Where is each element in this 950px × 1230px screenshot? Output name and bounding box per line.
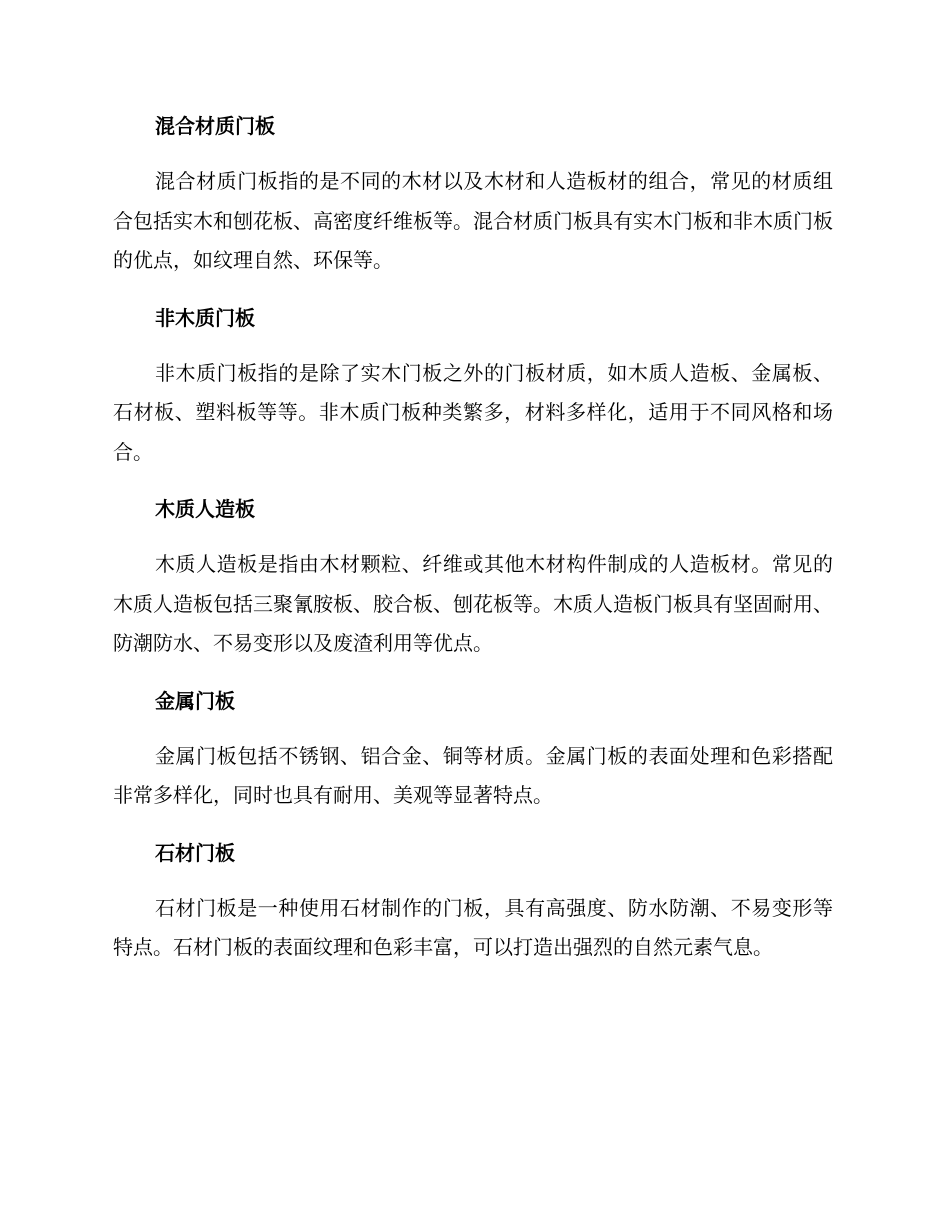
section-paragraph: 非木质门板指的是除了实木门板之外的门板材质，如木质人造板、金属板、石材板、塑料板等等。非木质门板种类繁多，材料多样化，适用于不同风格和场合。: [113, 360, 833, 464]
section-paragraph: 木质人造板是指由木材颗粒、纤维或其他木材构件制成的人造板材。常见的木质人造板包括三聚氰胺板、胶合板、刨花板等。木质人造板门板具有坚固耐用、防潮防水、不易变形以及废渣利用等优点。: [113, 552, 833, 655]
section-paragraph: 混合材质门板指的是不同的木材以及木材和人造板材的组合，常见的材质组合包括实木和刨花板、高密度纤维板等。混合材质门板具有实木门板和非木质门板的优点，如纹理自然、环保等。: [113, 169, 833, 272]
document-page: [113, 106, 833, 985]
section-heading: 木质人造板: [155, 497, 255, 521]
section-heading: 金属门板: [155, 688, 235, 713]
section-heading: 石材门板: [155, 840, 235, 865]
section-heading: 非木质门板: [155, 305, 255, 330]
section-mixed-material: [113, 106, 833, 281]
section-heading: 混合材质门板: [155, 114, 275, 138]
section-paragraph: 金属门板包括不锈钢、铝合金、铜等材质。金属门板的表面处理和色彩搭配非常多样化，同时也具有耐用、美观等显著特点。: [113, 743, 833, 807]
section-non-wood: [113, 298, 833, 473]
section-paragraph: 石材门板是一种使用石材制作的门板，具有高强度、防水防潮、不易变形等特点。石材门板的表面纹理和色彩丰富，可以打造出强烈的自然元素气息。: [113, 895, 833, 959]
section-stone: [113, 833, 833, 968]
section-wood-board: [113, 489, 833, 664]
section-metal: [113, 681, 833, 816]
